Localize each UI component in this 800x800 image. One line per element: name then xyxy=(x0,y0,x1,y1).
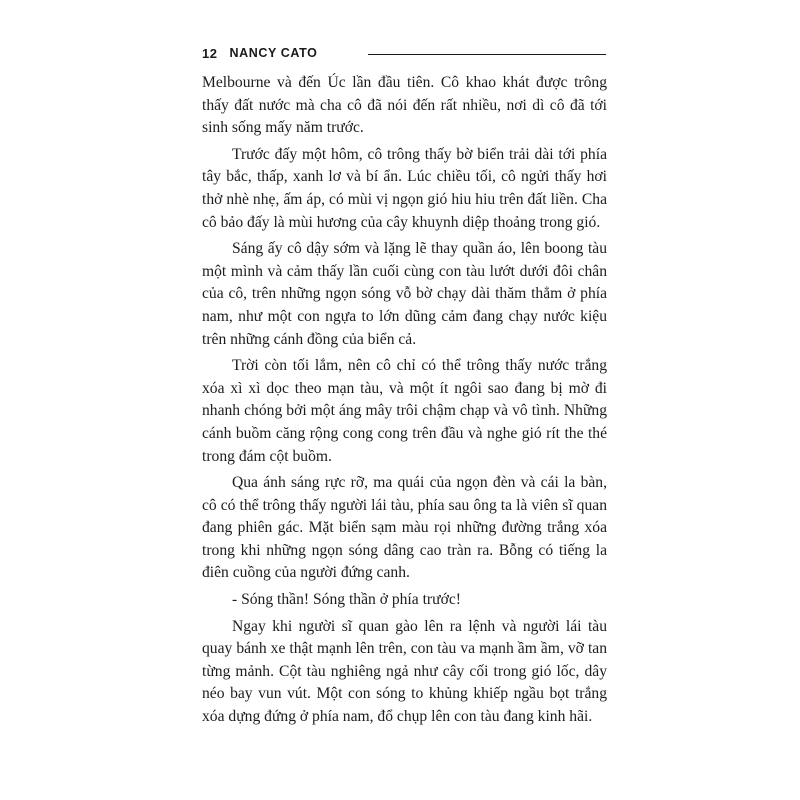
page-header xyxy=(202,42,606,64)
paragraph: Ngay khi người sĩ quan gào lên ra lệnh và người lái tàu quay bánh xe thật mạnh lên trên, con tàu va mạnh ầm ầm, vỡ tan từng mảnh. Cột tàu nghiêng ngả như cây cối trong gió lốc, dây néo bay vun vút. Một con sóng to khủng khiếp ngầu bọt trắng xóa dựng đứng ở phía nam, đổ chụp lên con tàu đang kinh hãi. xyxy=(202,617,607,726)
paragraph: Sáng ấy cô dậy sớm và lặng lẽ thay quần áo, lên boong tàu một mình và cảm thấy lần cuối cùng con tàu lướt dưới đôi chân của cô, trên những ngọn sóng vỗ bờ chạy dài thăm thẳm ở phía nam, như một con ngựa to lớn dũng cảm đang chạy nước kiệu trên những cánh đồng của biển cả. xyxy=(202,240,607,348)
paragraph: Trước đấy một hôm, cô trông thấy bờ biển trải dài tới phía tây bắc, thấp, xanh lơ và bí ẩn. Lúc chiều tối, cô ngửi thấy hơi thở nhè nhẹ, ấm áp, có mùi vị ngọn gió hiu hiu trên đất liền. Cha cô bảo đấy là mùi hương của cây khuynh diệp thoảng trong gió. xyxy=(202,145,607,231)
dialogue-line: - Sóng thần! Sóng thần ở phía trước! xyxy=(232,591,461,609)
paragraph: Trời còn tối lắm, nên cô chỉ có thể trông thấy nước trắng xóa xì xì dọc theo mạn tàu, và một ít ngôi sao đang bị mờ đi nhanh chóng bởi một áng mây trôi chậm chạp và vô tình. Những cánh buồm căng rộng cong cong trên đầu và nghe gió rít the thé trong đám cột buồm. xyxy=(202,357,607,465)
page-number: 12 xyxy=(202,45,218,61)
body-text xyxy=(202,72,607,733)
running-head-author: NANCY CATO xyxy=(229,46,318,60)
header-rule xyxy=(368,54,606,55)
paragraph: Melbourne và đến Úc lần đầu tiên. Cô khao khát được trông thấy đất nước mà cha cô đã nói đến rất nhiều, nơi dì cô đã tới sinh sống mấy năm trước. xyxy=(202,74,607,137)
paragraph: Qua ánh sáng rực rỡ, ma quái của ngọn đèn và cái la bàn, cô có thể trông thấy người lái tàu, phía sau ông ta là viên sĩ quan đang phiên gác. Mặt biển sạm màu rọi những đường trắng xóa trong khi những ngọn sóng dâng cao tràn ra. Bỗng có tiếng la điên cuồng của người đứng canh. xyxy=(202,474,607,582)
